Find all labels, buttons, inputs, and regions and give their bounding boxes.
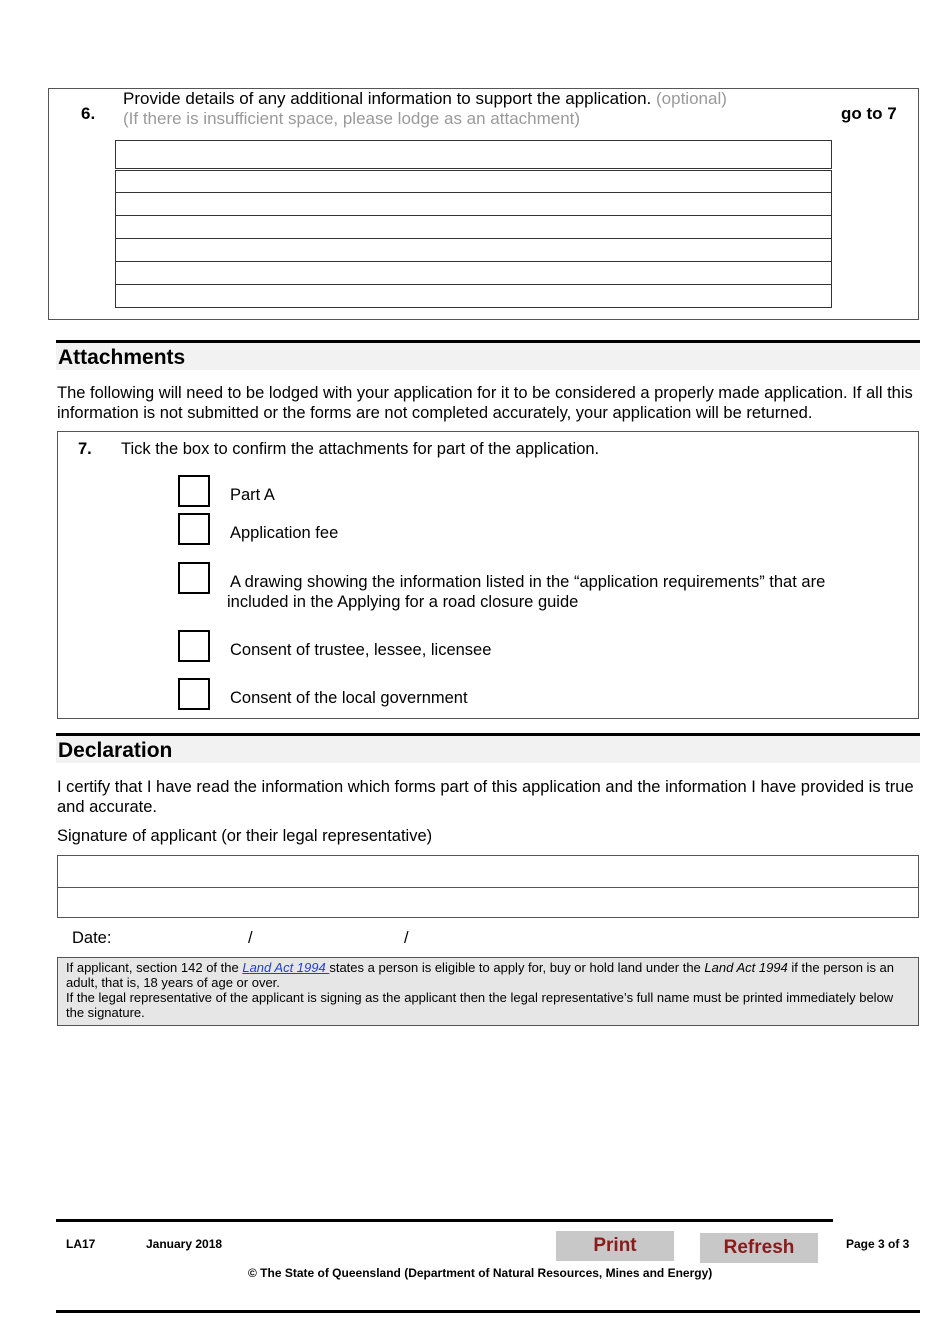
form-code: LA17	[66, 1237, 96, 1251]
question-number-7: 7.	[78, 440, 92, 458]
declaration-heading-bar	[56, 733, 920, 763]
checkbox-drawing[interactable]	[178, 562, 210, 594]
date-label: Date:	[72, 929, 112, 947]
note-text: if the person is an adult, that is, 18 years of age or over.	[66, 960, 895, 990]
signature-label: Signature of applicant (or their legal representative)	[57, 827, 433, 845]
footer-top-rule	[56, 1219, 833, 1222]
date-separator-1: /	[248, 929, 253, 947]
additional-info-field-1[interactable]	[115, 140, 832, 169]
note-paragraph-1	[66, 960, 910, 990]
additional-info-field-line[interactable]	[115, 239, 832, 262]
checkbox-application-fee[interactable]	[178, 513, 210, 545]
refresh-button[interactable]: Refresh	[700, 1233, 818, 1263]
checkbox-label-consent-local-government: Consent of the local government	[230, 689, 468, 707]
copyright: © The State of Queensland (Department of Natural Resources, Mines and Energy)	[248, 1266, 713, 1280]
checkbox-part-a[interactable]	[178, 475, 210, 507]
attachments-heading-bar	[56, 340, 920, 370]
checkbox-label-application-fee: Application fee	[230, 524, 339, 542]
footer-bottom-rule	[56, 1310, 920, 1313]
additional-info-field-line[interactable]	[115, 193, 832, 216]
goto-instruction: go to 7	[841, 104, 897, 123]
additional-info-field-line[interactable]	[115, 285, 832, 308]
declaration-statement: I certify that I have read the information which forms part of this application and the information I have provided is true and accurate.	[57, 778, 914, 816]
note-italic-act: Land Act 1994	[704, 960, 788, 975]
eligibility-note	[57, 957, 919, 1026]
print-button[interactable]: Print	[556, 1231, 674, 1261]
question-7-prompt: Tick the box to confirm the attachments for part of the application.	[121, 440, 600, 458]
land-act-link[interactable]: Land Act 1994	[242, 960, 330, 975]
attachments-intro: The following will need to be lodged with your application for it to be considered a properly made application. If all this information is not submitted or the forms are not completed accurately, your application will be returned.	[57, 384, 913, 422]
attachments-heading: Attachments	[58, 346, 186, 369]
note-text: states a person is eligible to apply for, buy or hold land under the	[329, 960, 705, 975]
checkbox-label-drawing-line2: included in the Applying for a road closure guide	[227, 593, 579, 611]
note-text: If applicant, section 142 of the	[66, 960, 243, 975]
note-paragraph-2: If the legal representative of the applicant is signing as the applicant then the legal representative’s full name must be printed immediately below the signature.	[66, 990, 894, 1020]
question-number-6: 6.	[81, 104, 96, 123]
question-6-hint: (If there is insufficient space, please lodge as an attachment)	[123, 109, 581, 128]
additional-info-field-line[interactable]	[115, 262, 832, 285]
additional-info-lines	[115, 170, 832, 308]
declaration-heading: Declaration	[58, 739, 173, 762]
signature-divider	[57, 887, 919, 888]
date-separator-2: /	[404, 929, 409, 947]
optional-tag: (optional)	[656, 89, 727, 108]
additional-info-field-line[interactable]	[115, 170, 832, 193]
question-6-prompt: Provide details of any additional information to support the application.	[123, 89, 652, 108]
checkbox-label-drawing: A drawing showing the information listed in the “application requirements” that are	[230, 573, 826, 591]
checkbox-consent-trustee[interactable]	[178, 630, 210, 662]
checkbox-consent-local-government[interactable]	[178, 678, 210, 710]
additional-info-field-line[interactable]	[115, 216, 832, 239]
form-date: January 2018	[146, 1237, 223, 1251]
page-number: Page 3 of 3	[846, 1237, 910, 1251]
question-6-text	[123, 89, 727, 129]
checkbox-label-consent-trustee: Consent of trustee, lessee, licensee	[230, 641, 492, 659]
checkbox-label-part-a: Part A	[230, 486, 275, 504]
